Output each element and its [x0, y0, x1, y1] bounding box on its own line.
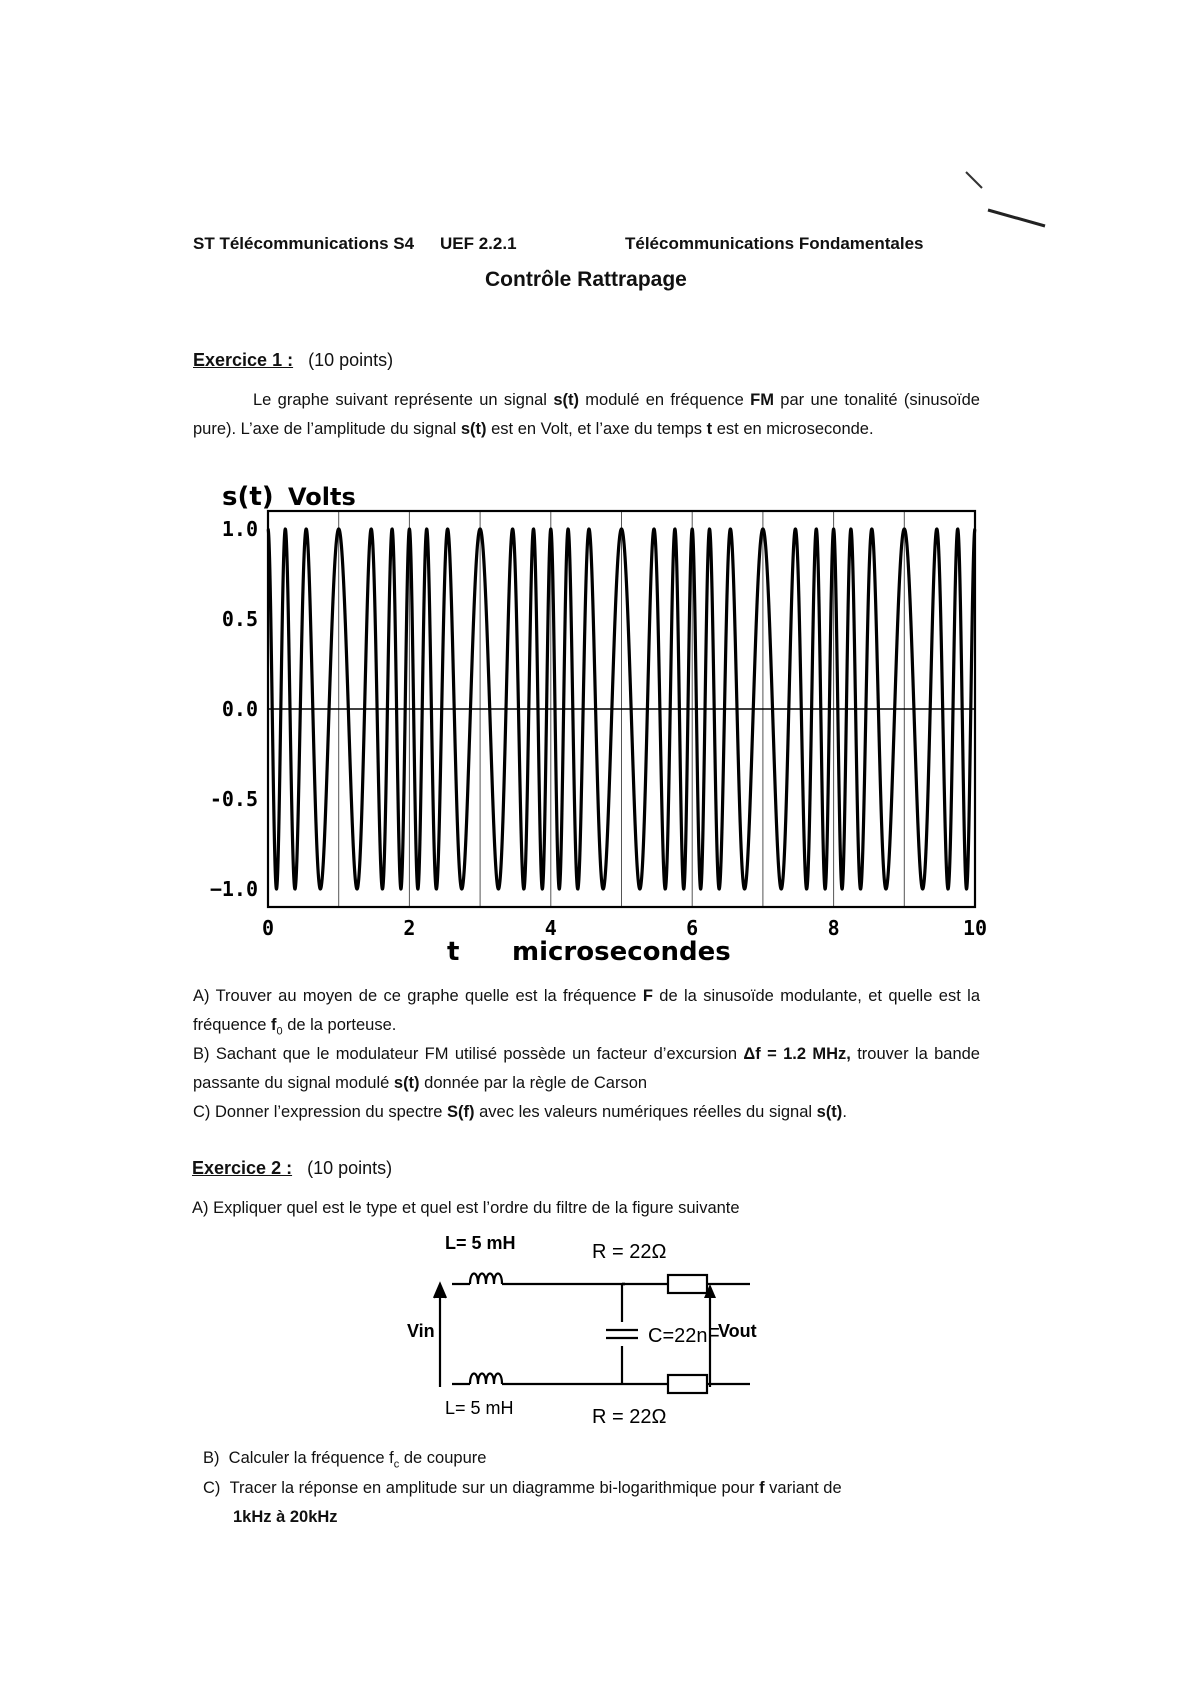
exercise1-points: (10 points) — [308, 350, 394, 370]
x-tick-label: 8 — [827, 916, 840, 940]
exercise1-title: Exercice 1 : — [193, 350, 294, 370]
resistor-bottom-label: R = 22Ω — [592, 1406, 667, 1427]
exercise2-title: Exercice 2 : — [192, 1158, 293, 1178]
exercise2-question-b: B) Calculer la fréquence $f_c$ de coupure — [203, 1449, 487, 1471]
x-tick-label: 4 — [544, 916, 557, 940]
exercise1-question-a: A) Trouver au moyen de ce graphe quelle est la fréquence F de la sinusoïde modulante, et quelle est la fréquence $f_0$ de la porteuse. — [193, 987, 980, 1038]
exercise1-question-b: B) Sachant que le modulateur FM utilisé possède un facteur d’excursion Δf = 1.2 MHz, trouver la bande passante du signal modulé s(t) donnée par la règle de Carson — [193, 1045, 980, 1092]
inductor-top-label: L= 5 mH — [445, 1233, 516, 1253]
exercise1-heading — [193, 350, 393, 371]
y-tick-label: 1.0 — [221, 517, 258, 541]
stray-pen-marks — [960, 160, 1060, 230]
y-tick-label: -0.5 — [209, 787, 258, 811]
exercise2-heading — [192, 1158, 392, 1179]
exercise2-question-c: C) Tracer la réponse en amplitude sur un diagramme bi-logarithmique pour f variant de 1kHz à 20kHz — [203, 1479, 842, 1526]
unit-code: UEF 2.2.1 — [440, 234, 517, 253]
exercise2-points: (10 points) — [307, 1158, 393, 1178]
y-tick-label: −1.0 — [209, 877, 258, 901]
filter-circuit-diagram — [400, 1232, 780, 1427]
x-tick-label: 0 — [261, 916, 275, 940]
chart-xlabel-unit: microsecondes — [512, 937, 731, 967]
x-tick-label: 10 — [962, 916, 988, 940]
chart-xlabel-t: t — [447, 937, 460, 967]
inductor-bottom-label: L= 5 mH — [445, 1398, 514, 1418]
subject-name: Télécommunications Fondamentales — [625, 234, 924, 253]
resistor-top-label: R = 22Ω — [592, 1241, 667, 1263]
exercise1-question-c: C) Donner l’expression du spectre S(f) avec les valeurs numériques réelles du signal s(t). — [193, 1103, 847, 1121]
vin-label: Vin — [407, 1321, 435, 1341]
course-name: ST Télécommunications S4 — [193, 234, 415, 253]
chart-y-ticks — [210, 517, 258, 901]
y-tick-label: 0.5 — [221, 607, 258, 631]
x-tick-label: 2 — [403, 916, 416, 940]
x-tick-label: 6 — [686, 916, 699, 940]
exercise1-intro: Le graphe suivant représente un signal s(t) modulé en fréquence FM par une tonalité (sinusoïde pure). L’axe de l’amplitude du signal s(t) est en Volt, et l’axe du temps t est en microseconde. — [193, 391, 980, 438]
exam-title: Contrôle Rattrapage — [485, 268, 687, 291]
y-tick-label: 0.0 — [221, 697, 258, 721]
vout-label: Vout — [718, 1321, 757, 1341]
chart-ylabel-unit: Volts — [288, 483, 356, 511]
exercise2-question-a: A) Expliquer quel est le type et quel est l’ordre du filtre de la figure suivante — [192, 1199, 740, 1217]
capacitor-label: C=22nF — [648, 1325, 720, 1347]
fm-signal-chart — [200, 480, 990, 970]
chart-ylabel-prefix: s(t) — [222, 482, 274, 512]
